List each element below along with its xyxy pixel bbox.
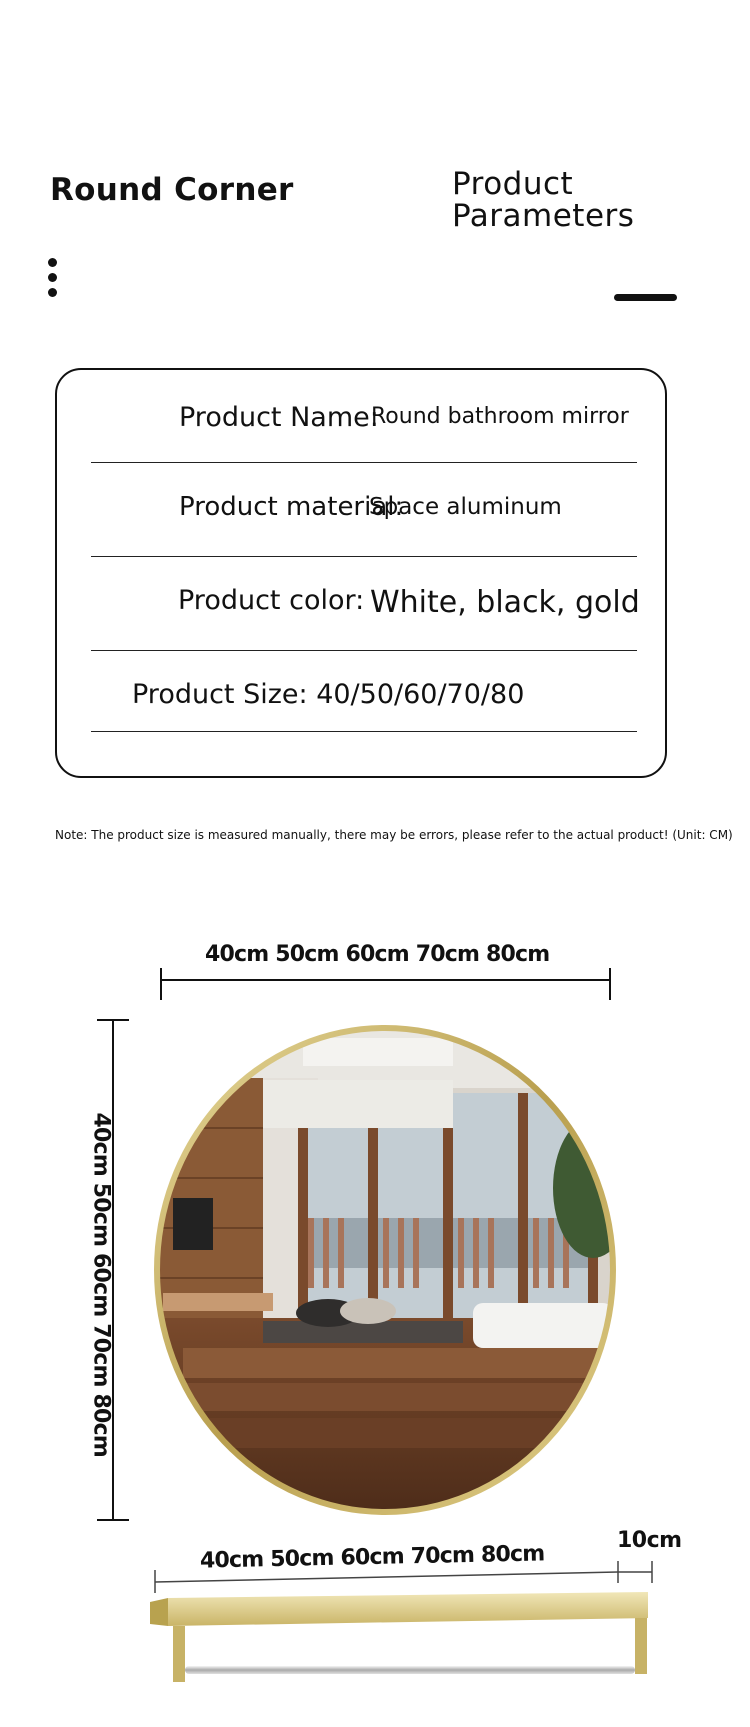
title-underline-bar (614, 294, 677, 301)
row-divider (91, 462, 637, 463)
round-mirror-image (143, 1018, 628, 1528)
param-label-color: Product color: (178, 585, 365, 616)
width-dimension-line (155, 960, 615, 1005)
param-label-name: Product Name: (179, 402, 379, 433)
shelf-image (148, 1590, 658, 1690)
shelf-dimension-line (150, 1555, 660, 1595)
width-dimension-label: 40cm 50cm 60cm 70cm 80cm (205, 942, 550, 967)
shelf-length-label: 40cm 50cm 60cm 70cm 80cm (199, 1541, 545, 1574)
product-parameters-line2: Parameters (452, 198, 635, 234)
measurement-note: Note: The product size is measured manually, there may be errors, please refer to the actual product! (Unit: CM) (55, 828, 733, 842)
parameters-card (55, 368, 667, 778)
product-parameters-line1: Product (452, 166, 574, 202)
height-dimension-label: 40cm 50cm 60cm 70cm 80cm (88, 1112, 114, 1457)
param-label-material: Product material: (179, 492, 404, 522)
param-label-size: Product Size: 40/50/60/70/80 (132, 679, 525, 710)
row-divider (91, 556, 637, 557)
row-divider (91, 650, 637, 651)
param-value-color: White, black, gold (370, 585, 640, 620)
dots-decoration (48, 258, 60, 303)
product-parameters-title (452, 168, 634, 232)
shelf-depth-label: 10cm (617, 1528, 682, 1553)
param-value-name: Round bathroom mirror (371, 404, 629, 429)
row-divider (91, 731, 637, 732)
param-value-material: Space aluminum (369, 494, 562, 520)
round-corner-title: Round Corner (50, 172, 294, 208)
